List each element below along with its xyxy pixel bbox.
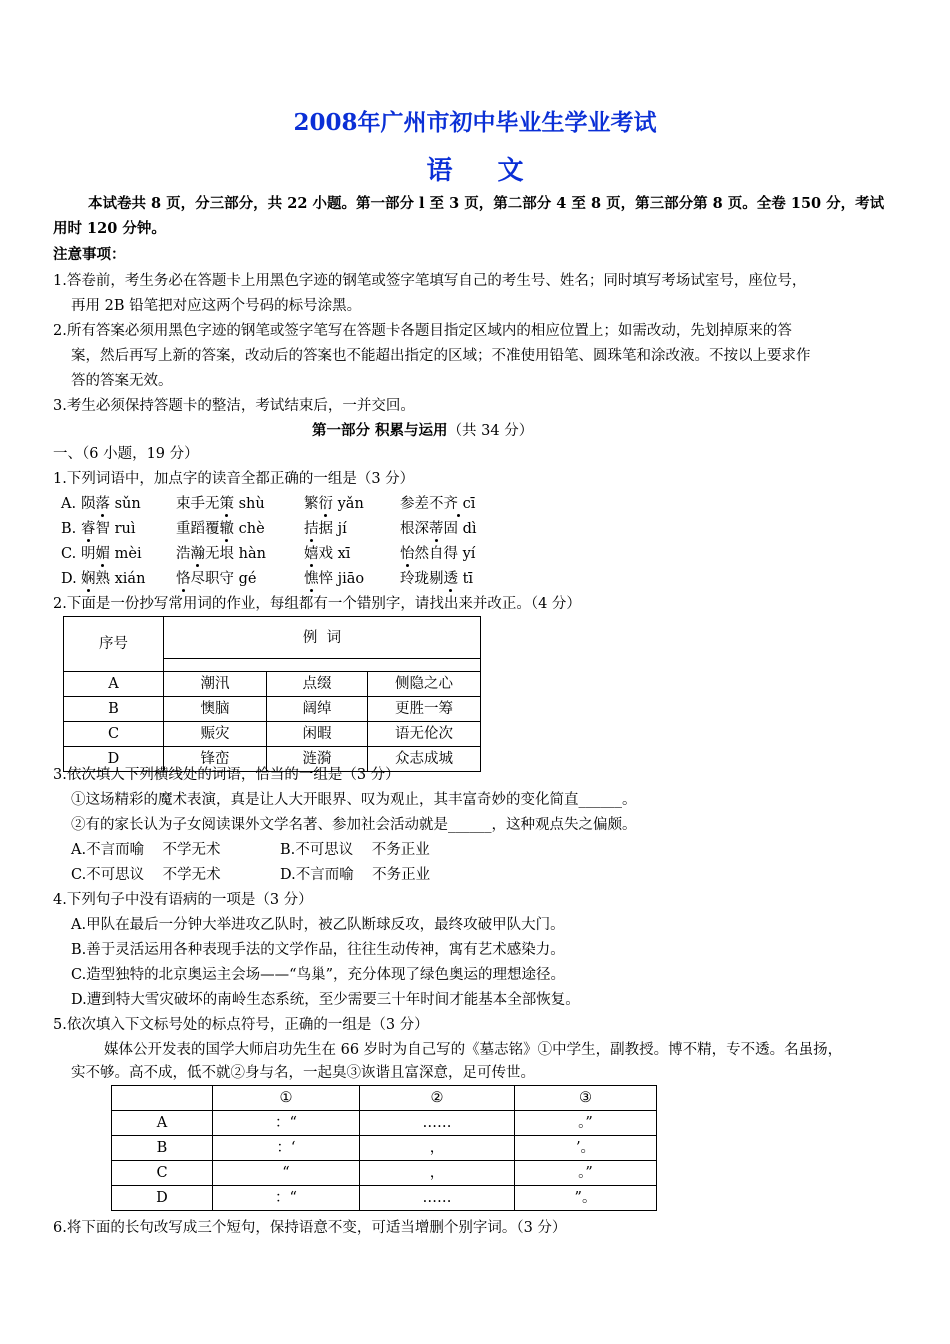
q2-stem: 2.下面是一份抄写常用词的作业，每组都有一个错别字，请找出来并改正。（4 分） <box>53 596 581 612</box>
q5-punct-cell: ：‘ <box>213 1136 360 1161</box>
q5-table <box>111 1085 657 1211</box>
q1-word <box>400 544 475 564</box>
q1-word-part: 戏 <box>318 546 333 562</box>
q1-word-part: 根深 <box>400 521 429 537</box>
q4-option-d: D.遭到特大雪灾破坏的南岭生态系统，至少需要三十年时间才能基本全部恢复。 <box>71 992 580 1008</box>
q1-pinyin: jí <box>333 521 347 537</box>
part1-heading-score: （共 34 分） <box>447 423 534 439</box>
q1-word-part: 固 <box>443 521 458 537</box>
q1-dotted-char: 透 <box>443 571 458 587</box>
q2-word-cell: 涟漪 <box>267 747 368 772</box>
table-row <box>64 697 481 722</box>
q2-word-cell: 侧隐之心 <box>368 672 481 697</box>
subject-title: 语 文 <box>426 156 542 186</box>
intro-line-2: 用时 120 分钟。 <box>53 220 166 237</box>
q2-header-no: 序号 <box>64 617 164 672</box>
table-row <box>112 1136 657 1161</box>
q1-word-part: 束手无 <box>176 496 220 512</box>
q2-row-no: A <box>64 672 164 697</box>
q5-punct-cell: …… <box>360 1111 515 1136</box>
q5-header-2: ② <box>360 1086 515 1111</box>
q4-option-a: A.甲队在最后一分钟大举进攻乙队时，被乙队断球反攻，最终攻破甲队大门。 <box>71 917 565 933</box>
q1-pinyin: mèi <box>110 546 142 562</box>
q1-dotted-char: 瀚 <box>190 546 205 562</box>
q3-option-c: C.不可思议 不学无术 <box>71 867 221 883</box>
q1-pinyin: xī <box>333 546 351 562</box>
q5-header-3: ③ <box>515 1086 657 1111</box>
q2-word-cell: 点缀 <box>267 672 368 697</box>
q1-option-label: B. <box>61 521 77 537</box>
q1-pinyin: cī <box>458 496 476 512</box>
q1-dotted-char: 拮 <box>304 521 319 537</box>
q5-passage-2: 实不够。高不成，低不就②身与名，一起臭③诙谐且富深意，足可传世。 <box>71 1065 535 1081</box>
exam-title: 2008年广州市初中毕业生学业考试 <box>293 109 657 136</box>
q5-punct-cell: ：“ <box>213 1186 360 1211</box>
q1-word-part: 智 <box>95 521 110 537</box>
q1-dotted-char: 落 <box>95 496 110 512</box>
q5-row-label: D <box>112 1186 213 1211</box>
q5-table-body <box>112 1111 657 1211</box>
q1-option-label: D. <box>61 571 77 587</box>
q1-pinyin: chè <box>234 521 265 537</box>
q1-word-part: 重蹈覆 <box>176 521 220 537</box>
q1-option-label: A. <box>61 496 77 512</box>
q1-pinyin: dì <box>458 521 477 537</box>
q1-pinyin: gé <box>234 571 257 587</box>
q1-pinyin: tī <box>458 571 474 587</box>
q5-row-label: B <box>112 1136 213 1161</box>
part1-heading <box>312 421 533 441</box>
table-row <box>64 722 481 747</box>
q5-punct-cell: ， <box>360 1161 515 1186</box>
q1-pinyin: xián <box>110 571 146 587</box>
q1-word-part: 繁 <box>304 496 319 512</box>
q3-sentence-1: ①这场精彩的魔术表演，真是让人大开眼界、叹为观止，其丰富奇妙的变化简直______。 <box>71 792 637 808</box>
q1-word <box>176 544 266 564</box>
q1-pinyin: jiāo <box>333 571 365 587</box>
q2-word-cell: 闲暇 <box>267 722 368 747</box>
q5-stem: 5.依次填入下文标号处的标点符号，正确的一组是（3 分） <box>53 1017 429 1033</box>
q2-word-cell: 潮汛 <box>164 672 267 697</box>
table-row <box>112 1161 657 1186</box>
section-one-heading: 一、（6 小题，19 分） <box>53 446 199 462</box>
q5-header-1: ① <box>213 1086 360 1111</box>
q1-pinyin: ruì <box>110 521 136 537</box>
q1-word <box>176 569 256 589</box>
notice-item-2a: 2.所有答案必须用黑色字迹的钢笔或签字笔写在答题卡各题目指定区域内的相应位置上；如需改动，先划掉原来的答 <box>53 323 792 339</box>
q2-header-spacer <box>164 659 481 672</box>
q2-word-cell: 懊脑 <box>164 697 267 722</box>
q1-word-part: 无垠 <box>205 546 234 562</box>
part1-heading-title: 第一部分 积累与运用 <box>312 422 448 439</box>
q4-option-c: C.造型独特的北京奥运主会场——“鸟巢”，充分体现了绿色奥运的理想途径。 <box>71 967 566 983</box>
q1-dotted-char: 恪 <box>176 571 191 587</box>
table-row <box>112 1186 657 1211</box>
q1-pinyin: shù <box>234 496 265 512</box>
q5-punct-cell: ， <box>360 1136 515 1161</box>
q1-word-part: 玲珑剔 <box>400 571 444 587</box>
q1-word <box>400 494 475 514</box>
q1-word <box>400 519 477 539</box>
q1-word <box>176 519 265 539</box>
q1-word-part: 悴 <box>318 571 333 587</box>
q2-word-cell: 锋峦 <box>164 747 267 772</box>
q1-word <box>81 494 141 514</box>
q2-word-cell: 赈灾 <box>164 722 267 747</box>
q1-dotted-char: 娴 <box>81 571 96 587</box>
q1-dotted-char: 辙 <box>219 521 234 537</box>
q5-punct-cell: …… <box>360 1186 515 1211</box>
q1-word-part: 参差不齐 <box>400 496 458 512</box>
q5-row-label: A <box>112 1111 213 1136</box>
q5-punct-cell: ：“ <box>213 1111 360 1136</box>
q1-word-part: 陨 <box>81 496 96 512</box>
q2-row-no: B <box>64 697 164 722</box>
q5-punct-cell: 。” <box>515 1111 657 1136</box>
q2-header-words: 例 词 <box>164 617 481 659</box>
q1-word-part: 尽职守 <box>190 571 234 587</box>
q5-header-blank <box>112 1086 213 1111</box>
q1-pinyin: hàn <box>234 546 266 562</box>
q3-sentence-2: ②有的家长认为子女阅读课外文学名著、参加社会活动就是______，这种观点失之偏颇。 <box>71 817 637 833</box>
notice-heading: 注意事项： <box>53 246 126 263</box>
notice-item-1a: 1.答卷前，考生务必在答题卡上用黑色字迹的钢笔或签字笔填写自己的考生号、姓名；同时填写考场试室号，座位号， <box>53 273 807 289</box>
q1-dotted-char: 衍 <box>318 496 333 512</box>
q1-pinyin: sǔn <box>110 496 141 512</box>
q4-stem: 4.下列句子中没有语病的一项是（3 分） <box>53 892 313 908</box>
q1-word-part: 明 <box>81 546 96 562</box>
q5-passage-1: 媒体公开发表的国学大师启功先生在 66 岁时为自己写的《墓志铭》①中学生，副教授。博不精，专不透。名虽扬， <box>104 1042 843 1058</box>
q1-stem: 1.下列词语中，加点字的读音全都正确的一组是（3 分） <box>53 471 415 487</box>
q6-stem: 6.将下面的长句改写成三个短句，保持语意不变，可适当增删个别字词。（3 分） <box>53 1220 567 1236</box>
q2-table <box>63 616 481 772</box>
table-row <box>64 672 481 697</box>
q1-dotted-char: 怡 <box>400 546 415 562</box>
notice-item-2b: 案，然后再写上新的答案，改动后的答案也不能超出指定的区域；不准使用铅笔、圆珠笔和涂改液。不按以上要求作 <box>71 348 811 364</box>
q1-dotted-char: 策 <box>219 496 234 512</box>
q2-word-cell: 众志成城 <box>368 747 481 772</box>
q1-word <box>304 494 364 514</box>
q5-punct-cell: 。” <box>515 1161 657 1186</box>
q5-punct-cell: ’。 <box>515 1136 657 1161</box>
q1-word-part: 然自得 <box>414 546 458 562</box>
q1-word-part: 熟 <box>95 571 110 587</box>
q5-punct-cell: ”。 <box>515 1186 657 1211</box>
q1-word-part: 据 <box>318 521 333 537</box>
q1-word <box>400 569 473 589</box>
q1-word <box>304 519 347 539</box>
q2-row-no: C <box>64 722 164 747</box>
notice-item-3: 3.考生必须保持答题卡的整洁，考试结束后，一并交回。 <box>53 398 415 414</box>
q2-word-cell: 更胜一筹 <box>368 697 481 722</box>
table-row <box>112 1111 657 1136</box>
q1-word <box>81 569 145 589</box>
q1-dotted-char: 嬉 <box>304 546 319 562</box>
q2-word-cell: 语无伦次 <box>368 722 481 747</box>
q1-dotted-char: 憔 <box>304 571 319 587</box>
q1-word <box>81 519 136 539</box>
q1-word <box>81 544 142 564</box>
q5-row-label: C <box>112 1161 213 1186</box>
q4-option-b: B.善于灵活运用各种表现手法的文学作品，往往生动传神，寓有艺术感染力。 <box>71 942 565 958</box>
q1-option-label: C. <box>61 546 77 562</box>
notice-item-1b: 再用 2B 铅笔把对应这两个号码的标号涂黑。 <box>71 298 362 314</box>
q5-punct-cell: “ <box>213 1161 360 1186</box>
q1-word-part: 浩 <box>176 546 191 562</box>
q1-pinyin: yǎn <box>333 496 364 512</box>
q1-pinyin: yí <box>458 546 476 562</box>
q3-option-d: D.不言而喻 不务正业 <box>280 867 431 883</box>
q2-table-body <box>64 672 481 772</box>
q1-word <box>304 544 350 564</box>
q1-dotted-char: 睿 <box>81 521 96 537</box>
q3-stem: 3.依次填人下列横线处的词语，恰当的一组是（3 分） <box>53 767 400 783</box>
q2-word-cell: 阔绰 <box>267 697 368 722</box>
q2-row-no: D <box>64 747 164 772</box>
q3-option-b: B.不可思议 不务正业 <box>280 842 430 858</box>
q1-dotted-char: 蒂 <box>429 521 444 537</box>
q3-option-a: A.不言而喻 不学无术 <box>71 842 221 858</box>
q1-word <box>304 569 364 589</box>
q1-dotted-char: 媚 <box>95 546 110 562</box>
intro-line-1: 本试卷共 8 页，分三部分，共 22 小题。第一部分 l 至 3 页，第二部分 4 至 8 页，第三部分第 8 页。全卷 150 分，考试 <box>88 195 885 212</box>
notice-item-2c: 答的答案无效。 <box>71 373 173 389</box>
q1-word <box>176 494 265 514</box>
